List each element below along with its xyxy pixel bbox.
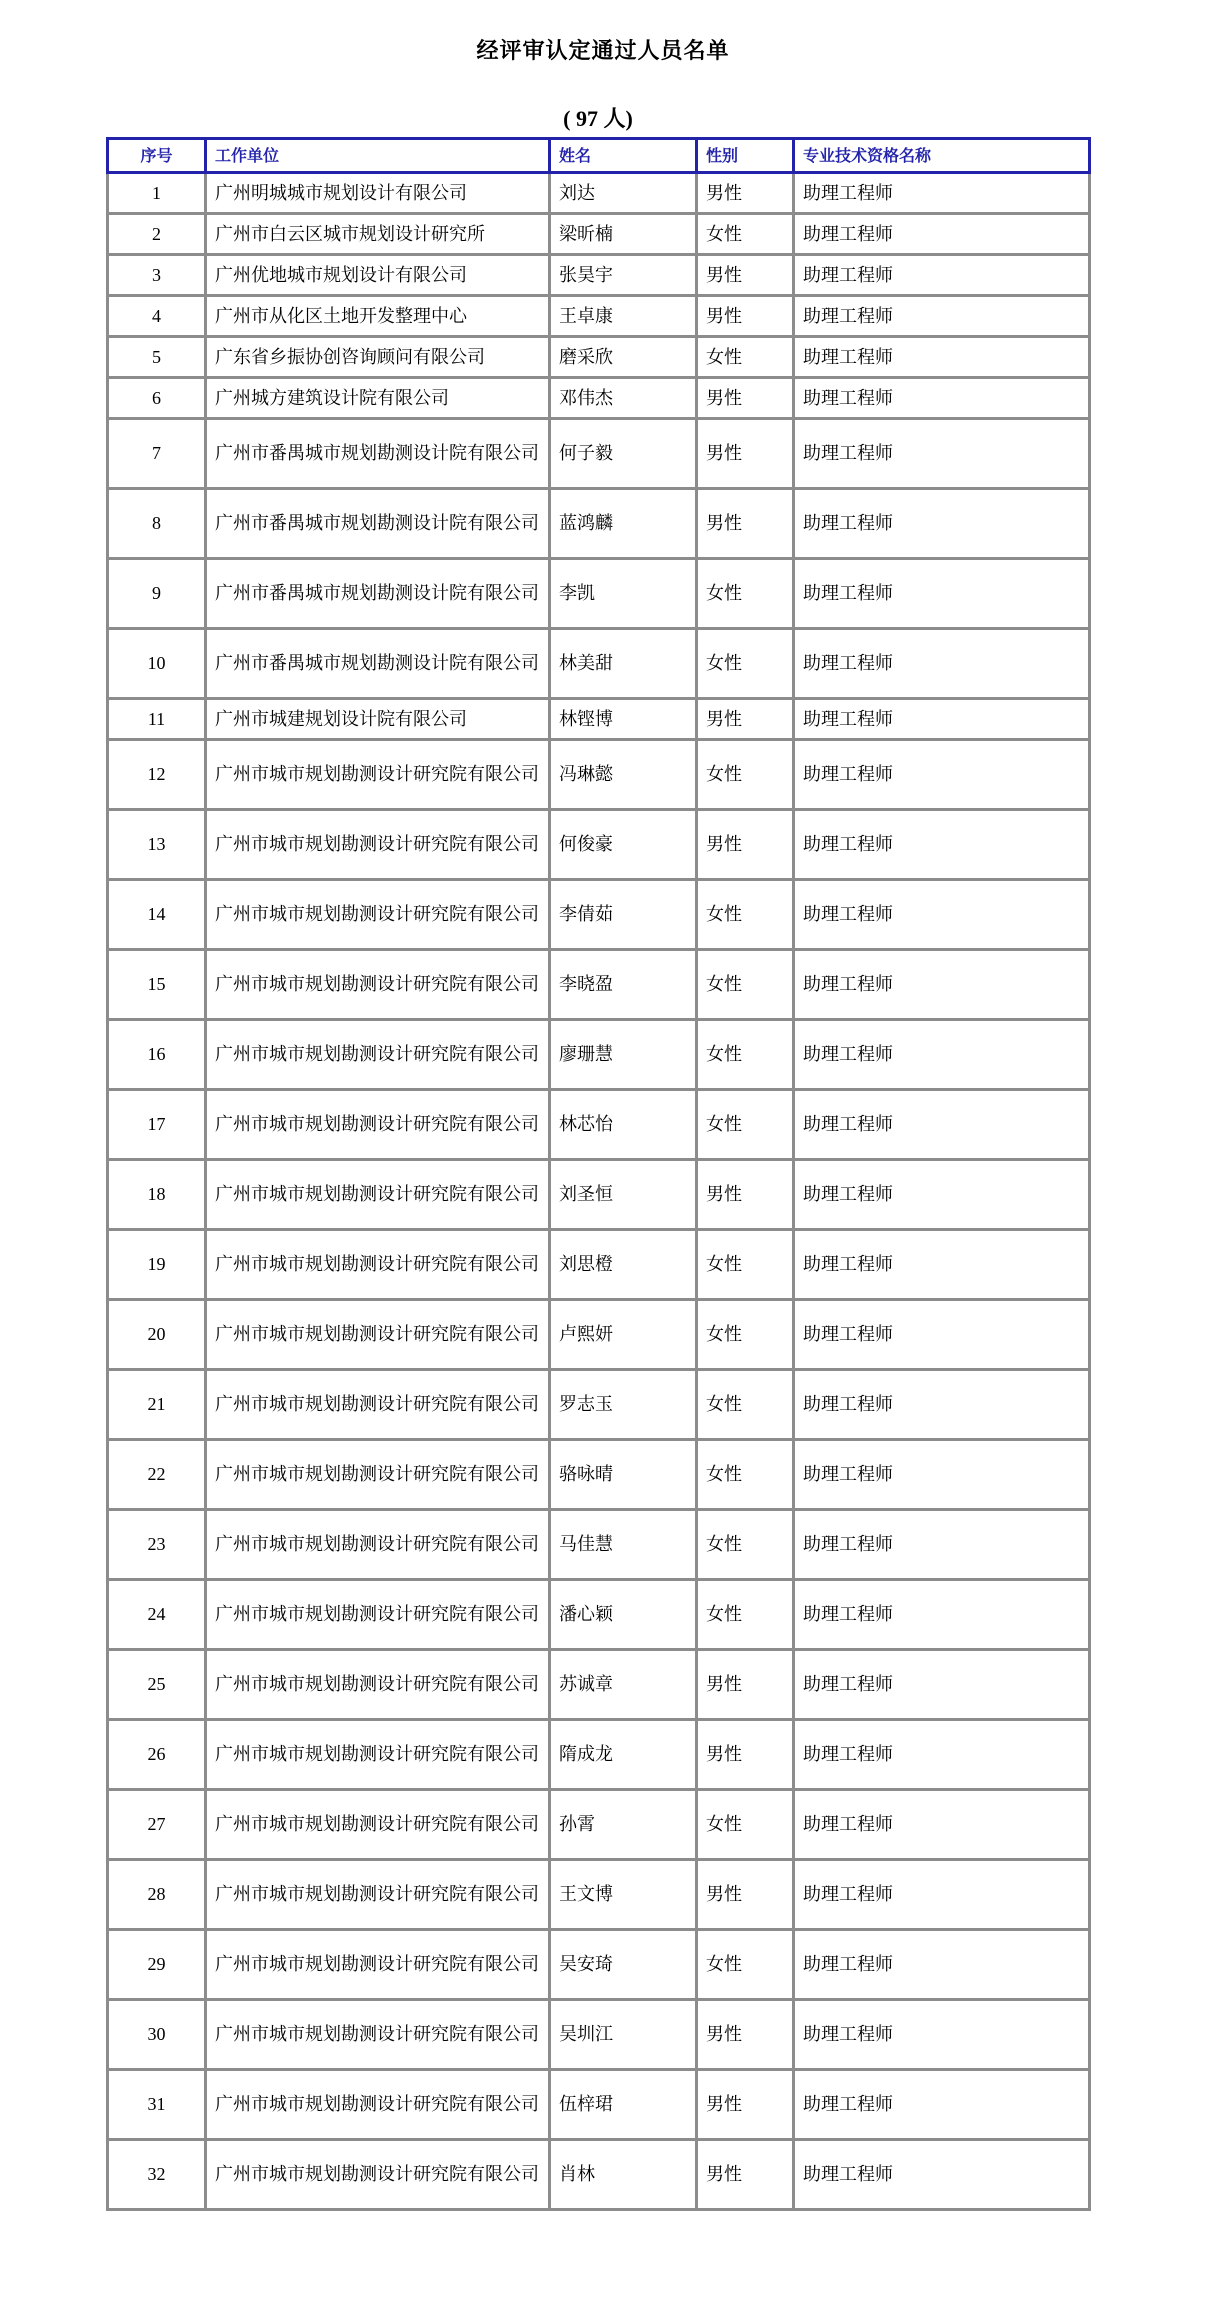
column-header-qualification: 专业技术资格名称: [794, 139, 1090, 173]
table-row: [108, 629, 1090, 699]
cell-unit: 广州市城市规划勘测设计研究院有限公司: [206, 1650, 550, 1720]
cell-gender: 男性: [697, 419, 794, 489]
cell-seq: 11: [108, 699, 206, 740]
table-row: [108, 1370, 1090, 1440]
table-row: [108, 337, 1090, 378]
cell-gender: 男性: [697, 489, 794, 559]
cell-seq: 32: [108, 2140, 206, 2210]
cell-seq: 7: [108, 419, 206, 489]
cell-seq: 23: [108, 1510, 206, 1580]
cell-gender: 男性: [697, 1720, 794, 1790]
cell-gender: 女性: [697, 1790, 794, 1860]
cell-qualification: 助理工程师: [794, 1720, 1090, 1790]
cell-name: 王卓康: [550, 296, 697, 337]
cell-name: 林美甜: [550, 629, 697, 699]
cell-qualification: 助理工程师: [794, 337, 1090, 378]
cell-unit: 广州市城建规划设计院有限公司: [206, 699, 550, 740]
table-row: [108, 1720, 1090, 1790]
cell-name: 何俊豪: [550, 810, 697, 880]
cell-qualification: 助理工程师: [794, 2000, 1090, 2070]
cell-qualification: 助理工程师: [794, 1860, 1090, 1930]
cell-name: 冯琳懿: [550, 740, 697, 810]
cell-unit: 广州市城市规划勘测设计研究院有限公司: [206, 1230, 550, 1300]
cell-name: 梁昕楠: [550, 214, 697, 255]
cell-gender: 男性: [697, 2000, 794, 2070]
cell-unit: 广州市城市规划勘测设计研究院有限公司: [206, 1790, 550, 1860]
cell-name: 伍梓珺: [550, 2070, 697, 2140]
cell-gender: 女性: [697, 337, 794, 378]
cell-name: 李凯: [550, 559, 697, 629]
cell-qualification: 助理工程师: [794, 1230, 1090, 1300]
cell-gender: 男性: [697, 2140, 794, 2210]
cell-name: 卢熙妍: [550, 1300, 697, 1370]
cell-qualification: 助理工程师: [794, 699, 1090, 740]
cell-gender: 男性: [697, 2070, 794, 2140]
table-row: [108, 1580, 1090, 1650]
cell-unit: 广州市城市规划勘测设计研究院有限公司: [206, 1020, 550, 1090]
cell-gender: 男性: [697, 173, 794, 214]
table-row: [108, 1650, 1090, 1720]
cell-qualification: 助理工程师: [794, 255, 1090, 296]
cell-seq: 28: [108, 1860, 206, 1930]
table-row: [108, 2140, 1090, 2210]
table-row: [108, 810, 1090, 880]
cell-seq: 20: [108, 1300, 206, 1370]
cell-seq: 17: [108, 1090, 206, 1160]
cell-seq: 29: [108, 1930, 206, 2000]
cell-name: 苏诚章: [550, 1650, 697, 1720]
cell-gender: 女性: [697, 1580, 794, 1650]
table-row: [108, 214, 1090, 255]
cell-unit: 广州市番禺城市规划勘测设计院有限公司: [206, 489, 550, 559]
cell-qualification: 助理工程师: [794, 214, 1090, 255]
cell-gender: 女性: [697, 950, 794, 1020]
cell-qualification: 助理工程师: [794, 629, 1090, 699]
personnel-count: ( 97 人): [563, 106, 633, 131]
cell-unit: 广州市城市规划勘测设计研究院有限公司: [206, 2070, 550, 2140]
table-row: [108, 1930, 1090, 2000]
cell-qualification: 助理工程师: [794, 1650, 1090, 1720]
cell-gender: 女性: [697, 1370, 794, 1440]
cell-qualification: 助理工程师: [794, 1020, 1090, 1090]
cell-name: 邓伟杰: [550, 378, 697, 419]
cell-name: 刘达: [550, 173, 697, 214]
personnel-table: [106, 137, 1091, 2211]
cell-unit: 广州优地城市规划设计有限公司: [206, 255, 550, 296]
cell-name: 张昊宇: [550, 255, 697, 296]
document-title: 经评审认定通过人员名单: [476, 39, 730, 64]
table-row: [108, 559, 1090, 629]
cell-gender: 女性: [697, 1510, 794, 1580]
cell-seq: 31: [108, 2070, 206, 2140]
cell-qualification: 助理工程师: [794, 1300, 1090, 1370]
cell-gender: 女性: [697, 1020, 794, 1090]
table-row: [108, 173, 1090, 214]
cell-qualification: 助理工程师: [794, 740, 1090, 810]
cell-qualification: 助理工程师: [794, 296, 1090, 337]
cell-gender: 女性: [697, 740, 794, 810]
cell-name: 李晓盈: [550, 950, 697, 1020]
cell-gender: 女性: [697, 1230, 794, 1300]
table-row: [108, 1300, 1090, 1370]
cell-name: 肖林: [550, 2140, 697, 2210]
table-row: [108, 296, 1090, 337]
cell-qualification: 助理工程师: [794, 950, 1090, 1020]
cell-name: 吴圳江: [550, 2000, 697, 2070]
cell-unit: 广州市番禺城市规划勘测设计院有限公司: [206, 559, 550, 629]
cell-gender: 女性: [697, 559, 794, 629]
cell-qualification: 助理工程师: [794, 810, 1090, 880]
cell-unit: 广州市城市规划勘测设计研究院有限公司: [206, 1160, 550, 1230]
cell-gender: 男性: [697, 378, 794, 419]
cell-seq: 2: [108, 214, 206, 255]
cell-qualification: 助理工程师: [794, 2140, 1090, 2210]
cell-qualification: 助理工程师: [794, 378, 1090, 419]
cell-seq: 4: [108, 296, 206, 337]
cell-name: 磨采欣: [550, 337, 697, 378]
cell-name: 蓝鸿麟: [550, 489, 697, 559]
cell-name: 骆咏晴: [550, 1440, 697, 1510]
cell-seq: 10: [108, 629, 206, 699]
cell-qualification: 助理工程师: [794, 419, 1090, 489]
cell-unit: 广州市城市规划勘测设计研究院有限公司: [206, 1930, 550, 2000]
cell-gender: 男性: [697, 255, 794, 296]
cell-name: 马佳慧: [550, 1510, 697, 1580]
cell-gender: 男性: [697, 699, 794, 740]
cell-qualification: 助理工程师: [794, 489, 1090, 559]
cell-unit: 广州市城市规划勘测设计研究院有限公司: [206, 2000, 550, 2070]
cell-unit: 广州市从化区土地开发整理中心: [206, 296, 550, 337]
table-row: [108, 1020, 1090, 1090]
table-row: [108, 699, 1090, 740]
table-row: [108, 378, 1090, 419]
cell-seq: 19: [108, 1230, 206, 1300]
cell-gender: 女性: [697, 1300, 794, 1370]
cell-unit: 广州市城市规划勘测设计研究院有限公司: [206, 1090, 550, 1160]
cell-gender: 女性: [697, 1440, 794, 1510]
cell-unit: 广州市城市规划勘测设计研究院有限公司: [206, 1510, 550, 1580]
cell-seq: 5: [108, 337, 206, 378]
table-row: [108, 1860, 1090, 1930]
cell-gender: 男性: [697, 1860, 794, 1930]
column-header-seq: 序号: [108, 139, 206, 173]
table-row: [108, 489, 1090, 559]
cell-unit: 广州市城市规划勘测设计研究院有限公司: [206, 1580, 550, 1650]
cell-name: 廖珊慧: [550, 1020, 697, 1090]
cell-unit: 广州城方建筑设计院有限公司: [206, 378, 550, 419]
cell-seq: 27: [108, 1790, 206, 1860]
cell-qualification: 助理工程师: [794, 173, 1090, 214]
table-row: [108, 2070, 1090, 2140]
cell-seq: 13: [108, 810, 206, 880]
cell-gender: 男性: [697, 1160, 794, 1230]
cell-qualification: 助理工程师: [794, 1160, 1090, 1230]
cell-unit: 广州市城市规划勘测设计研究院有限公司: [206, 810, 550, 880]
cell-qualification: 助理工程师: [794, 559, 1090, 629]
table-row: [108, 419, 1090, 489]
table-row: [108, 950, 1090, 1020]
cell-seq: 1: [108, 173, 206, 214]
cell-gender: 女性: [697, 1930, 794, 2000]
cell-unit: 广州市番禺城市规划勘测设计院有限公司: [206, 629, 550, 699]
cell-gender: 女性: [697, 1090, 794, 1160]
cell-gender: 女性: [697, 880, 794, 950]
table-row: [108, 2000, 1090, 2070]
cell-qualification: 助理工程师: [794, 880, 1090, 950]
cell-seq: 8: [108, 489, 206, 559]
table-row: [108, 1090, 1090, 1160]
cell-unit: 广州市城市规划勘测设计研究院有限公司: [206, 950, 550, 1020]
cell-gender: 男性: [697, 810, 794, 880]
column-header-gender: 性别: [697, 139, 794, 173]
cell-unit: 广州市城市规划勘测设计研究院有限公司: [206, 880, 550, 950]
cell-qualification: 助理工程师: [794, 1370, 1090, 1440]
header-row: [108, 139, 1090, 173]
table-row: [108, 1160, 1090, 1230]
cell-seq: 21: [108, 1370, 206, 1440]
cell-name: 隋成龙: [550, 1720, 697, 1790]
cell-seq: 22: [108, 1440, 206, 1510]
table-row: [108, 740, 1090, 810]
cell-name: 吴安琦: [550, 1930, 697, 2000]
cell-seq: 24: [108, 1580, 206, 1650]
cell-unit: 广州市城市规划勘测设计研究院有限公司: [206, 740, 550, 810]
cell-unit: 广州市番禺城市规划勘测设计院有限公司: [206, 419, 550, 489]
cell-name: 刘圣恒: [550, 1160, 697, 1230]
cell-unit: 广州市城市规划勘测设计研究院有限公司: [206, 1370, 550, 1440]
cell-seq: 18: [108, 1160, 206, 1230]
cell-name: 潘心颖: [550, 1580, 697, 1650]
cell-gender: 男性: [697, 1650, 794, 1720]
cell-seq: 25: [108, 1650, 206, 1720]
cell-seq: 6: [108, 378, 206, 419]
cell-unit: 广州市城市规划勘测设计研究院有限公司: [206, 1440, 550, 1510]
cell-name: 林芯怡: [550, 1090, 697, 1160]
cell-seq: 12: [108, 740, 206, 810]
cell-name: 何子毅: [550, 419, 697, 489]
cell-seq: 3: [108, 255, 206, 296]
cell-gender: 女性: [697, 629, 794, 699]
cell-unit: 广州市城市规划勘测设计研究院有限公司: [206, 1300, 550, 1370]
table-row: [108, 1790, 1090, 1860]
cell-unit: 广州市城市规划勘测设计研究院有限公司: [206, 1860, 550, 1930]
table-row: [108, 1510, 1090, 1580]
cell-gender: 男性: [697, 296, 794, 337]
table-row: [108, 1230, 1090, 1300]
cell-unit: 广东省乡振协创咨询顾问有限公司: [206, 337, 550, 378]
cell-qualification: 助理工程师: [794, 2070, 1090, 2140]
cell-name: 王文博: [550, 1860, 697, 1930]
table-body: [108, 173, 1090, 2210]
cell-unit: 广州市城市规划勘测设计研究院有限公司: [206, 2140, 550, 2210]
cell-gender: 女性: [697, 214, 794, 255]
cell-unit: 广州市城市规划勘测设计研究院有限公司: [206, 1720, 550, 1790]
cell-qualification: 助理工程师: [794, 1510, 1090, 1580]
cell-name: 罗志玉: [550, 1370, 697, 1440]
cell-name: 孙霄: [550, 1790, 697, 1860]
column-header-unit: 工作单位: [206, 139, 550, 173]
cell-seq: 26: [108, 1720, 206, 1790]
table-row: [108, 255, 1090, 296]
cell-unit: 广州市白云区城市规划设计研究所: [206, 214, 550, 255]
cell-seq: 14: [108, 880, 206, 950]
cell-qualification: 助理工程师: [794, 1440, 1090, 1510]
cell-seq: 16: [108, 1020, 206, 1090]
cell-seq: 9: [108, 559, 206, 629]
cell-seq: 15: [108, 950, 206, 1020]
table-row: [108, 1440, 1090, 1510]
table-row: [108, 880, 1090, 950]
cell-seq: 30: [108, 2000, 206, 2070]
column-header-name: 姓名: [550, 139, 697, 173]
cell-unit: 广州明城城市规划设计有限公司: [206, 173, 550, 214]
cell-qualification: 助理工程师: [794, 1790, 1090, 1860]
cell-name: 刘思橙: [550, 1230, 697, 1300]
cell-qualification: 助理工程师: [794, 1580, 1090, 1650]
cell-name: 李倩茹: [550, 880, 697, 950]
table-header: [108, 139, 1090, 173]
cell-name: 林铿博: [550, 699, 697, 740]
cell-qualification: 助理工程师: [794, 1090, 1090, 1160]
cell-qualification: 助理工程师: [794, 1930, 1090, 2000]
